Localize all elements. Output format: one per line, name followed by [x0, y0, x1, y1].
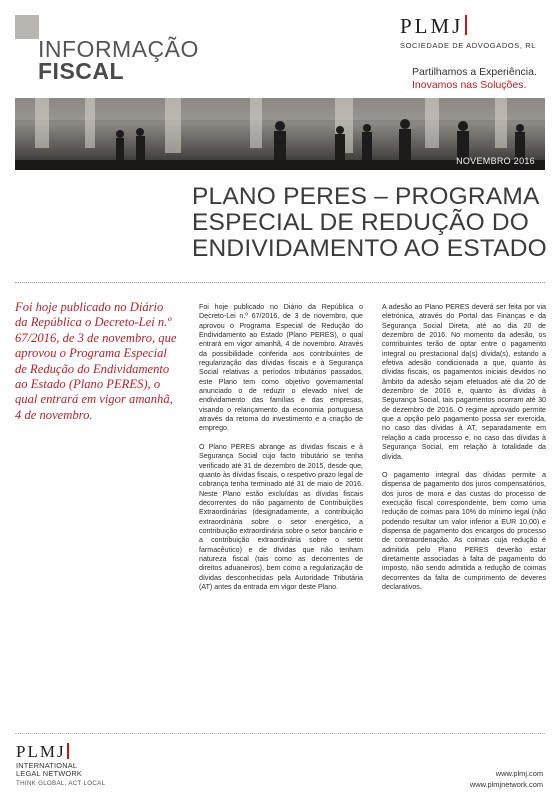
website-link[interactable]: www.plmj.com [495, 769, 543, 778]
network-website-link[interactable]: www.plmjnetwork.com [469, 780, 543, 789]
footer-logo-mark: PLMJ [16, 742, 105, 762]
newsletter-title [38, 38, 199, 82]
header-banner-image [15, 98, 545, 170]
tagline [412, 66, 537, 92]
headline-line: ESPECIAL DE REDUÇÃO DO [192, 209, 530, 236]
newsletter-title-line-2: FISCAL [38, 58, 125, 84]
article-intro: Foi hoje publicado no Diário da República o Decreto-Lei n.º 67/2016, de 3 de novembro, que aprovou o Programa Especial de Redução do Endividamento ao Estado (Plano PERES), o qual entrará em vigor amanhã, 4 de novembro. [15, 300, 177, 422]
newsletter-title-line-1: INFORMAÇÃO [38, 36, 199, 62]
footer-divider [15, 733, 545, 734]
paragraph: O Plano PERES abrange as dívidas fiscais e à Segurança Social cujo facto tributário se tenha verificado até 31 de dezembro de 2015, desde que, quanto às dívidas fiscais, o respetivo prazo legal de cobrança tenha terminado até 31 de maio de 2016. Neste Plano estão excluídas as dívidas fiscais decorrentes do não pagamento de Contribuições Extraordinárias (designadamente, a contribuição extraordinária sobre o setor energético, a contribuição extraordinária sobre o setor bancário e a contribuição extraordinária sobre o setor farmacêutico) e de dívidas que não tenham natureza fiscal (tais como as decorrentes de direitos aduaneiros), bem como a regularização de dívidas desconhecidas pela Autoridade Tributária (AT) antes da entrada em vigor deste Plano. [199, 442, 363, 591]
tagline-line-2: Inovamos nas Soluções. [412, 79, 527, 91]
article-column-2 [382, 303, 546, 601]
firm-subtitle: SOCIEDADE DE ADVOGADOS, RL [400, 41, 537, 50]
headline-line: ENDIVIDAMENTO AO ESTADO [192, 235, 547, 262]
network-name-1: INTERNATIONAL [16, 761, 78, 770]
firm-logo-block [400, 14, 540, 50]
issue-date: NOVEMBRO 2016 [456, 156, 535, 166]
decorative-square [15, 15, 39, 39]
footer-links [470, 768, 543, 790]
firm-logo: PLMJ [400, 14, 540, 39]
article-headline [192, 184, 552, 262]
network-motto: THINK GLOBAL, ACT LOCAL [16, 780, 106, 787]
headline-line: PLANO PERES – PROGRAMA [192, 183, 540, 210]
section-divider [15, 282, 545, 283]
network-name-2: LEGAL NETWORK [16, 769, 82, 778]
article-column-1 [199, 303, 363, 601]
paragraph: Foi hoje publicado no Diário da República o Decreto-Lei n.º 67/2016, de 3 de novembro, que aprovou o Programa Especial de Redução do Endividamento ao Estado (Plano PERES), o qual entrará em vigor amanhã, 4 de novembro. Através da possibilidade conferida aos contribuintes de regularização das dívidas fiscais e à Segurança Social relativas a períodos tributários passados, este Plano tem como objetivo governamental anunciado o de reduzir o elevado nível de endividamento das famílias e das empresas, visando o relançamento da economia portuguesa através da retoma do investimento e a criação de emprego. [199, 303, 363, 433]
footer-network-logo [16, 742, 105, 787]
paragraph: A adesão ao Plano PERES deverá ser feita por via eletrónica, através do Portal das Finanças e da Segurança Social Direta, até ao dia 20 de dezembro de 2016. No momento da adesão, os contribuintes terão de optar entre o pagamento integral ou prestacional da(s) dívida(s), estando a efetiva adesão condicionada a que, quanto às dívidas fiscais, os pagamentos iniciais devidos no âmbito da adesão sejam efetuados até dia 20 de dezembro de 2016 e, quanto às dívidas à Segurança Social, tais pagamentos ocorram até 30 de dezembro de 2016. O regime aprovado permite que a opção pelo pagamento possa ser exercida, no caso das dívidas à AT, separadamente em relação a cada processo e, no caso das dívidas à Segurança Social, em relação à totalidade da dívida. [382, 303, 546, 461]
tagline-line-1: Partilhamos a Experiência. [412, 66, 537, 78]
paragraph: O pagamento integral das dívidas permite a dispensa de pagamento dos juros compensatórios, dos juros de mora e das custas do processo de execução fiscal correspondente, bem como uma redução de coimas para 10% do mínimo legal (não podendo resultar um valor inferior a EUR 10,00) e dispensa de pagamento dos encargos do processo de contraordenação. As coimas cuja redução é admitida pelo Plano PERES deverão estar diretamente associadas à falta de pagamento do imposto, não sendo admitida a redução de coimas decorrentes da falta de cumprimento de deveres declarativos. [382, 470, 546, 591]
